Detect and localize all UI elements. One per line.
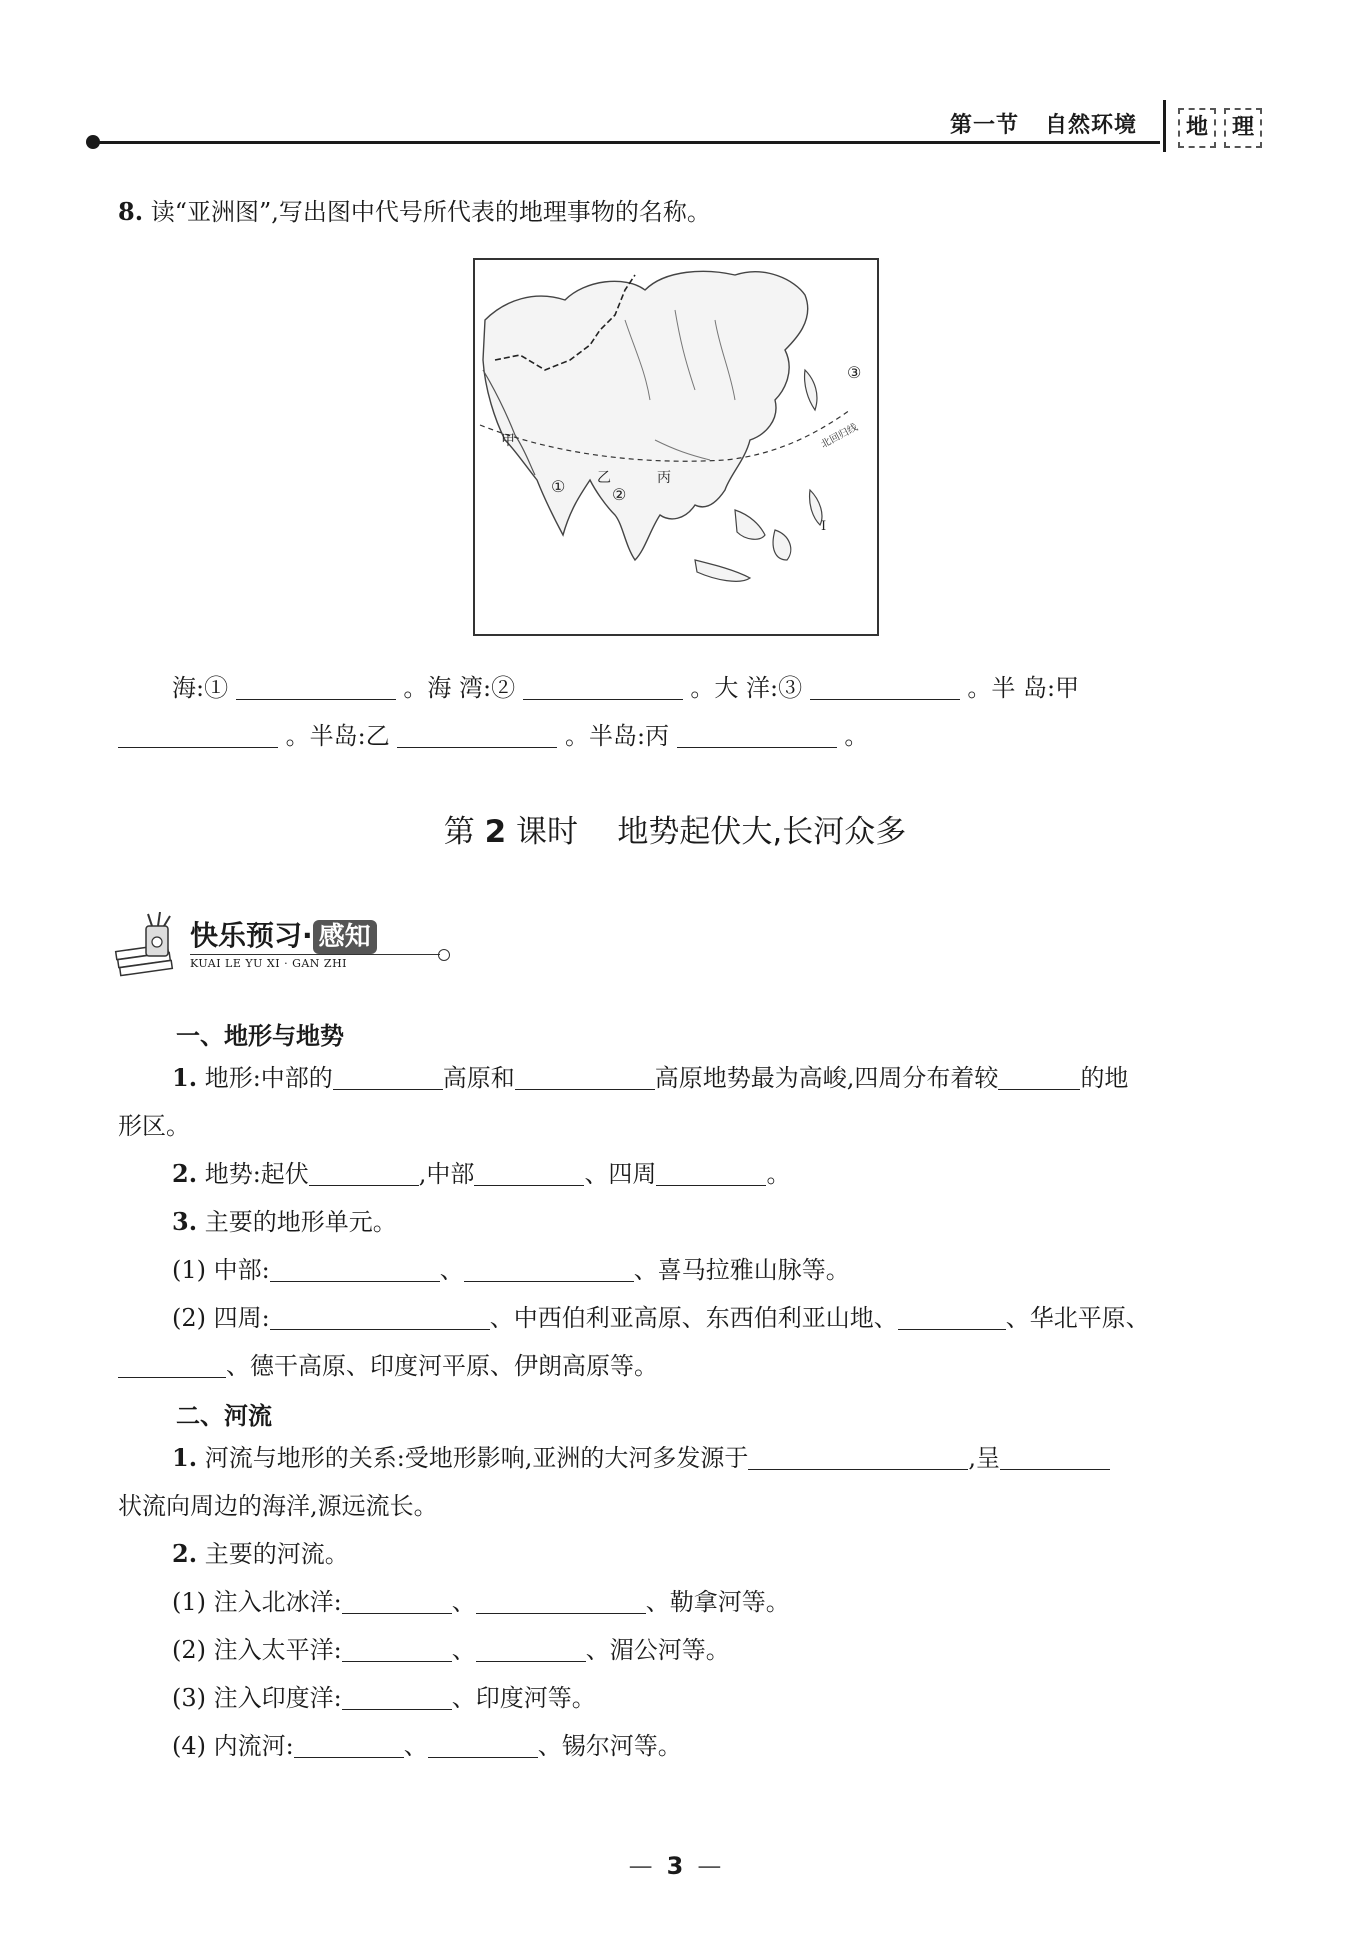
item-number: 2. [172, 1159, 198, 1188]
q8-answer-line-2 [118, 716, 868, 751]
lesson-title [0, 806, 1350, 851]
blank[interactable] [998, 1065, 1080, 1090]
text: 主要的河流。 [204, 1540, 349, 1568]
section-2-sub-4 [118, 1722, 1238, 1770]
section-1-heading: 一、地形与地势 [176, 1022, 344, 1050]
section-1-item-2 [118, 1150, 1238, 1198]
preview-title: 快乐预习· [190, 919, 313, 952]
text: 形区。 [118, 1112, 190, 1140]
map-label-jia: 甲 [501, 433, 515, 449]
text: ,呈 [968, 1444, 1001, 1472]
text: (2) 四周: [172, 1304, 270, 1332]
blank[interactable] [294, 1733, 404, 1758]
text: 、华北平原、 [1005, 1304, 1150, 1332]
header-rule [92, 141, 1160, 144]
blank[interactable] [118, 1353, 226, 1378]
asia-map-drawing [475, 260, 877, 634]
text: ,中部 [418, 1160, 475, 1188]
preview-banner [112, 912, 452, 978]
asia-map [473, 258, 879, 636]
blank[interactable] [476, 1589, 646, 1614]
fill-pen-bing-label: 。半岛:丙 [565, 722, 670, 750]
text: 、湄公河等。 [585, 1636, 730, 1664]
item-number: 3. [172, 1207, 198, 1236]
question-text: 读“亚洲图”,写出图中代号所代表的地理事物的名称。 [150, 198, 711, 226]
text: 主要的地形单元。 [204, 1208, 397, 1236]
blank-gulf[interactable] [523, 675, 683, 700]
books-pencils-icon [112, 912, 188, 978]
blank[interactable] [1000, 1445, 1110, 1470]
text: 、 [403, 1732, 428, 1760]
text: 、 [451, 1588, 476, 1616]
lesson-prefix: 第 [443, 814, 475, 850]
blank-sea[interactable] [236, 675, 396, 700]
text: 、德干高原、印度河平原、伊朗高原等。 [226, 1352, 658, 1380]
preview-underline [190, 954, 440, 955]
page-number: — 3 — [628, 1852, 722, 1880]
text: 、中西伯利亚高原、东西伯利亚山地、 [489, 1304, 898, 1332]
text: 、 [439, 1256, 464, 1284]
text: (2) 注入太平洋: [172, 1636, 342, 1664]
blank[interactable] [333, 1065, 443, 1090]
section-2-heading: 二、河流 [176, 1402, 272, 1430]
section-1-sub-1 [118, 1246, 1238, 1294]
item-number: 1. [172, 1063, 198, 1092]
subject-box-2: 理 [1224, 108, 1262, 148]
fill-gulf-label: 。海 湾:② [403, 674, 516, 702]
text: 高原地势最为高峻,四周分布着较 [654, 1064, 999, 1092]
text: 地形:中部的 [204, 1064, 333, 1092]
subject-box-1: 地 [1178, 108, 1216, 148]
text: 高原和 [442, 1064, 515, 1092]
q8-answer-line-1 [172, 668, 1079, 703]
blank[interactable] [464, 1257, 634, 1282]
map-label-3: ③ [847, 363, 862, 382]
blank[interactable] [656, 1161, 766, 1186]
map-label-1: ① [551, 477, 566, 496]
section-2-sub-2 [118, 1626, 1238, 1674]
preview-end-circle [438, 949, 450, 961]
section-2-item-1 [118, 1434, 1238, 1530]
blank[interactable] [270, 1257, 440, 1282]
blank[interactable] [898, 1305, 1006, 1330]
fill-ocean-label: 。大 洋:③ [690, 674, 803, 702]
blank[interactable] [309, 1161, 419, 1186]
text: (1) 注入北冰洋: [172, 1588, 342, 1616]
fill-pen-jia-label: 。半 岛:甲 [967, 674, 1080, 702]
lesson-heading: 地势起伏大,长河众多 [617, 814, 907, 850]
text: 、喜马拉雅山脉等。 [633, 1256, 850, 1284]
map-label-yi: 乙 [597, 470, 611, 486]
blank[interactable] [474, 1161, 584, 1186]
blank[interactable] [748, 1445, 968, 1470]
text: (1) 中部: [172, 1256, 270, 1284]
fill-sea-label: 海:① [172, 674, 229, 702]
header-divider [1163, 100, 1166, 152]
running-header [950, 108, 1163, 139]
text: 、印度河等。 [451, 1684, 596, 1712]
blank[interactable] [270, 1305, 490, 1330]
text: 地势:起伏 [204, 1160, 309, 1188]
preview-pinyin: KUAI LE YU XI · GAN ZHI [190, 957, 348, 970]
item-number: 2. [172, 1539, 198, 1568]
lesson-suffix: 课时 [516, 814, 578, 850]
blank[interactable] [342, 1685, 452, 1710]
map-label-bing: 丙 [657, 470, 671, 486]
blank[interactable] [476, 1637, 586, 1662]
text: 、 [451, 1636, 476, 1664]
item-number: 1. [172, 1443, 198, 1472]
text: 状流向周边的海洋,源远流长。 [118, 1492, 438, 1520]
text: 。 [766, 1160, 791, 1188]
text: 、四周 [584, 1160, 657, 1188]
fill-pen-yi-label: 。半岛:乙 [285, 722, 390, 750]
header-chapter: 自然环境 [1045, 113, 1138, 138]
question-8 [118, 192, 711, 227]
blank[interactable] [342, 1637, 452, 1662]
blank-ocean[interactable] [810, 675, 960, 700]
map-label-tropic: 北回归线 [819, 422, 860, 451]
section-1-item-1 [118, 1054, 1238, 1150]
page-number-value: 3 [666, 1852, 684, 1880]
blank-pen-yi[interactable] [397, 723, 557, 748]
text: (3) 注入印度洋: [172, 1684, 342, 1712]
blank[interactable] [428, 1733, 538, 1758]
section-1-item-3 [118, 1198, 1238, 1246]
preview-tag: 感知 [313, 920, 377, 954]
fill-end: 。 [844, 722, 869, 750]
question-number: 8. [118, 197, 144, 226]
section-2-sub-1 [118, 1578, 1238, 1626]
text: 的地 [1080, 1064, 1129, 1092]
blank[interactable] [342, 1589, 452, 1614]
section-2-item-2 [118, 1530, 1238, 1578]
map-label-2: ② [612, 485, 627, 504]
text: (4) 内流河: [172, 1732, 294, 1760]
text: 、勒拿河等。 [645, 1588, 790, 1616]
map-label-i: Ⅰ [821, 519, 827, 534]
blank-pen-jia[interactable] [118, 723, 278, 748]
blank[interactable] [515, 1065, 655, 1090]
section-1-sub-2 [118, 1294, 1238, 1390]
text: 、锡尔河等。 [537, 1732, 682, 1760]
preview-title-row [190, 914, 377, 954]
lesson-number: 2 [484, 814, 507, 850]
header-section: 第一节 [950, 113, 1020, 138]
text: 河流与地形的关系:受地形影响,亚洲的大河多发源于 [204, 1444, 749, 1472]
blank-pen-bing[interactable] [677, 723, 837, 748]
section-2-sub-3 [118, 1674, 1238, 1722]
